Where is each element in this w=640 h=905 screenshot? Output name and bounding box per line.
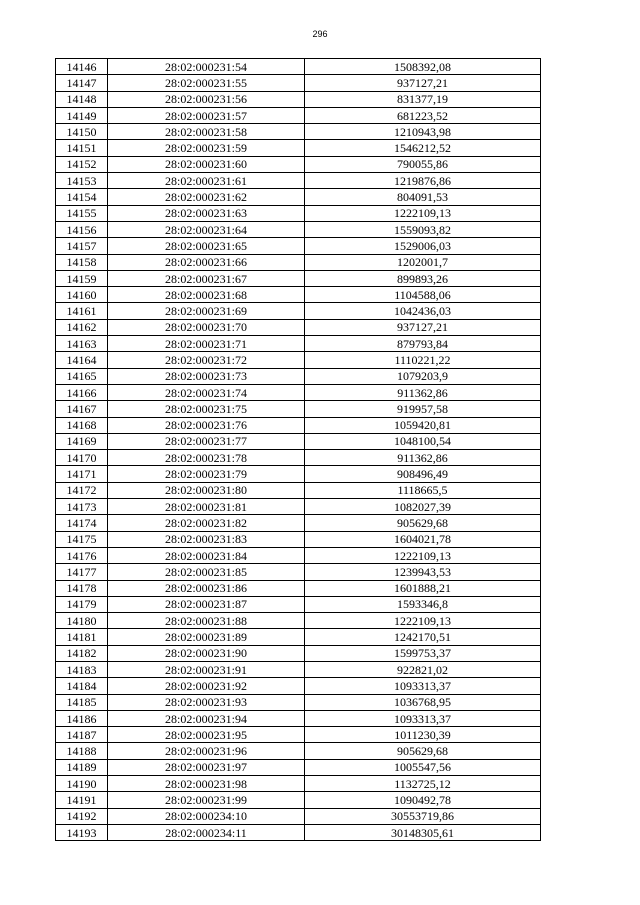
table-row [56, 352, 541, 368]
row-number-cell: 14163 [56, 336, 108, 352]
cadastral-number-cell: 28:02:000231:89 [108, 629, 305, 645]
cadastral-number-cell: 28:02:000231:62 [108, 189, 305, 205]
row-number-cell: 14178 [56, 580, 108, 596]
page-number: 296 [312, 29, 328, 39]
value-cell: 922821,02 [305, 661, 541, 677]
row-number-cell: 14193 [56, 824, 108, 840]
cadastral-number-cell: 28:02:000231:81 [108, 499, 305, 515]
table-row [56, 417, 541, 433]
cadastral-number-cell: 28:02:000231:77 [108, 433, 305, 449]
value-cell: 1222109,13 [305, 547, 541, 563]
row-number-cell: 14173 [56, 499, 108, 515]
value-cell: 1093313,37 [305, 678, 541, 694]
table-row [56, 466, 541, 482]
value-cell: 908496,49 [305, 466, 541, 482]
cadastral-number-cell: 28:02:000231:70 [108, 319, 305, 335]
table-row [56, 776, 541, 792]
table-row [56, 661, 541, 677]
value-cell: 1079203,9 [305, 368, 541, 384]
value-cell: 1042436,03 [305, 303, 541, 319]
row-number-cell: 14192 [56, 808, 108, 824]
table-row [56, 743, 541, 759]
row-number-cell: 14160 [56, 287, 108, 303]
cadastral-number-cell: 28:02:000231:94 [108, 710, 305, 726]
cadastral-number-cell: 28:02:000231:61 [108, 173, 305, 189]
row-number-cell: 14155 [56, 205, 108, 221]
value-cell: 1222109,13 [305, 205, 541, 221]
table-row [56, 254, 541, 270]
table-row [56, 91, 541, 107]
table-row [56, 629, 541, 645]
row-number-cell: 14151 [56, 140, 108, 156]
table-row [56, 759, 541, 775]
row-number-cell: 14189 [56, 759, 108, 775]
value-cell: 1219876,86 [305, 173, 541, 189]
cadastral-number-cell: 28:02:000231:85 [108, 564, 305, 580]
value-cell: 905629,68 [305, 515, 541, 531]
cadastral-number-cell: 28:02:000231:95 [108, 727, 305, 743]
table-row [56, 710, 541, 726]
table-row [56, 482, 541, 498]
value-cell: 1118665,5 [305, 482, 541, 498]
table-row [56, 450, 541, 466]
cadastral-number-cell: 28:02:000231:66 [108, 254, 305, 270]
cadastral-number-cell: 28:02:000231:80 [108, 482, 305, 498]
table-row [56, 287, 541, 303]
value-cell: 1601888,21 [305, 580, 541, 596]
cadastral-number-cell: 28:02:000231:67 [108, 270, 305, 286]
table-row [56, 238, 541, 254]
value-cell: 1132725,12 [305, 776, 541, 792]
value-cell: 790055,86 [305, 156, 541, 172]
value-cell: 1036768,95 [305, 694, 541, 710]
table-row [56, 401, 541, 417]
cadastral-number-cell: 28:02:000231:88 [108, 613, 305, 629]
value-cell: 1210943,98 [305, 124, 541, 140]
value-cell: 1222109,13 [305, 613, 541, 629]
value-cell: 681223,52 [305, 107, 541, 123]
row-number-cell: 14183 [56, 661, 108, 677]
table-row [56, 368, 541, 384]
value-cell: 1011230,39 [305, 727, 541, 743]
table-row [56, 727, 541, 743]
row-number-cell: 14180 [56, 613, 108, 629]
value-cell: 1559093,82 [305, 221, 541, 237]
row-number-cell: 14146 [56, 59, 108, 75]
table-row [56, 824, 541, 840]
value-cell: 1508392,08 [305, 59, 541, 75]
cadastral-number-cell: 28:02:000231:63 [108, 205, 305, 221]
cadastral-number-cell: 28:02:000231:79 [108, 466, 305, 482]
cadastral-number-cell: 28:02:000231:83 [108, 531, 305, 547]
cadastral-number-cell: 28:02:000231:86 [108, 580, 305, 596]
row-number-cell: 14157 [56, 238, 108, 254]
row-number-cell: 14186 [56, 710, 108, 726]
table-row [56, 499, 541, 515]
table-row [56, 564, 541, 580]
row-number-cell: 14172 [56, 482, 108, 498]
cadastral-number-cell: 28:02:000231:87 [108, 596, 305, 612]
cadastral-number-cell: 28:02:000231:92 [108, 678, 305, 694]
cadastral-number-cell: 28:02:000231:55 [108, 75, 305, 91]
data-table [55, 58, 541, 841]
table-row [56, 694, 541, 710]
row-number-cell: 14171 [56, 466, 108, 482]
table-body [56, 59, 541, 841]
table-row [56, 792, 541, 808]
cadastral-number-cell: 28:02:000231:73 [108, 368, 305, 384]
cadastral-number-cell: 28:02:000231:93 [108, 694, 305, 710]
cadastral-number-cell: 28:02:000231:74 [108, 384, 305, 400]
cadastral-number-cell: 28:02:000231:57 [108, 107, 305, 123]
table-row [56, 384, 541, 400]
table-row [56, 205, 541, 221]
row-number-cell: 14147 [56, 75, 108, 91]
cadastral-number-cell: 28:02:000231:76 [108, 417, 305, 433]
value-cell: 831377,19 [305, 91, 541, 107]
cadastral-number-cell: 28:02:000234:11 [108, 824, 305, 840]
row-number-cell: 14190 [56, 776, 108, 792]
cadastral-number-cell: 28:02:000231:91 [108, 661, 305, 677]
cadastral-number-cell: 28:02:000231:98 [108, 776, 305, 792]
cadastral-number-cell: 28:02:000231:71 [108, 336, 305, 352]
row-number-cell: 14184 [56, 678, 108, 694]
cadastral-number-cell: 28:02:000231:64 [108, 221, 305, 237]
value-cell: 1529006,03 [305, 238, 541, 254]
table-row [56, 303, 541, 319]
table-row [56, 59, 541, 75]
value-cell: 1104588,06 [305, 287, 541, 303]
value-cell: 30148305,61 [305, 824, 541, 840]
table-row [56, 531, 541, 547]
table-row [56, 140, 541, 156]
row-number-cell: 14185 [56, 694, 108, 710]
value-cell: 1546212,52 [305, 140, 541, 156]
cadastral-number-cell: 28:02:000234:10 [108, 808, 305, 824]
value-cell: 919957,58 [305, 401, 541, 417]
value-cell: 1110221,22 [305, 352, 541, 368]
table-row [56, 596, 541, 612]
value-cell: 1599753,37 [305, 645, 541, 661]
cadastral-number-cell: 28:02:000231:59 [108, 140, 305, 156]
value-cell: 937127,21 [305, 75, 541, 91]
row-number-cell: 14175 [56, 531, 108, 547]
row-number-cell: 14176 [56, 547, 108, 563]
value-cell: 911362,86 [305, 450, 541, 466]
cadastral-number-cell: 28:02:000231:56 [108, 91, 305, 107]
row-number-cell: 14161 [56, 303, 108, 319]
row-number-cell: 14188 [56, 743, 108, 759]
value-cell: 1082027,39 [305, 499, 541, 515]
row-number-cell: 14153 [56, 173, 108, 189]
table-row [56, 189, 541, 205]
cadastral-number-cell: 28:02:000231:96 [108, 743, 305, 759]
value-cell: 937127,21 [305, 319, 541, 335]
value-cell: 1059420,81 [305, 417, 541, 433]
table-row [56, 270, 541, 286]
value-cell: 1593346,8 [305, 596, 541, 612]
row-number-cell: 14191 [56, 792, 108, 808]
row-number-cell: 14168 [56, 417, 108, 433]
cadastral-number-cell: 28:02:000231:84 [108, 547, 305, 563]
row-number-cell: 14166 [56, 384, 108, 400]
table-row [56, 515, 541, 531]
row-number-cell: 14170 [56, 450, 108, 466]
value-cell: 879793,84 [305, 336, 541, 352]
value-cell: 1239943,53 [305, 564, 541, 580]
cadastral-number-cell: 28:02:000231:60 [108, 156, 305, 172]
table-row [56, 678, 541, 694]
cadastral-number-cell: 28:02:000231:65 [108, 238, 305, 254]
value-cell: 911362,86 [305, 384, 541, 400]
value-cell: 804091,53 [305, 189, 541, 205]
value-cell: 1202001,7 [305, 254, 541, 270]
cadastral-number-cell: 28:02:000231:99 [108, 792, 305, 808]
row-number-cell: 14167 [56, 401, 108, 417]
value-cell: 1005547,56 [305, 759, 541, 775]
row-number-cell: 14149 [56, 107, 108, 123]
cadastral-number-cell: 28:02:000231:72 [108, 352, 305, 368]
row-number-cell: 14159 [56, 270, 108, 286]
table-row [56, 580, 541, 596]
row-number-cell: 14164 [56, 352, 108, 368]
row-number-cell: 14181 [56, 629, 108, 645]
cadastral-number-cell: 28:02:000231:68 [108, 287, 305, 303]
table-row [56, 319, 541, 335]
row-number-cell: 14174 [56, 515, 108, 531]
table-row [56, 156, 541, 172]
cadastral-number-cell: 28:02:000231:78 [108, 450, 305, 466]
cadastral-number-cell: 28:02:000231:69 [108, 303, 305, 319]
row-number-cell: 14169 [56, 433, 108, 449]
value-cell: 1604021,78 [305, 531, 541, 547]
row-number-cell: 14158 [56, 254, 108, 270]
value-cell: 1242170,51 [305, 629, 541, 645]
cadastral-number-cell: 28:02:000231:75 [108, 401, 305, 417]
row-number-cell: 14162 [56, 319, 108, 335]
table-row [56, 547, 541, 563]
row-number-cell: 14187 [56, 727, 108, 743]
table-row [56, 221, 541, 237]
row-number-cell: 14152 [56, 156, 108, 172]
row-number-cell: 14150 [56, 124, 108, 140]
table-row [56, 75, 541, 91]
table-row [56, 613, 541, 629]
row-number-cell: 14179 [56, 596, 108, 612]
cadastral-number-cell: 28:02:000231:54 [108, 59, 305, 75]
value-cell: 1048100,54 [305, 433, 541, 449]
row-number-cell: 14148 [56, 91, 108, 107]
row-number-cell: 14165 [56, 368, 108, 384]
cadastral-number-cell: 28:02:000231:58 [108, 124, 305, 140]
value-cell: 30553719,86 [305, 808, 541, 824]
row-number-cell: 14177 [56, 564, 108, 580]
value-cell: 899893,26 [305, 270, 541, 286]
table-row [56, 645, 541, 661]
table-row [56, 336, 541, 352]
value-cell: 1093313,37 [305, 710, 541, 726]
table-row [56, 124, 541, 140]
table-row [56, 808, 541, 824]
cadastral-number-cell: 28:02:000231:97 [108, 759, 305, 775]
table-row [56, 107, 541, 123]
row-number-cell: 14154 [56, 189, 108, 205]
value-cell: 905629,68 [305, 743, 541, 759]
cadastral-number-cell: 28:02:000231:90 [108, 645, 305, 661]
table-row [56, 433, 541, 449]
row-number-cell: 14156 [56, 221, 108, 237]
cadastral-number-cell: 28:02:000231:82 [108, 515, 305, 531]
row-number-cell: 14182 [56, 645, 108, 661]
table-row [56, 173, 541, 189]
value-cell: 1090492,78 [305, 792, 541, 808]
